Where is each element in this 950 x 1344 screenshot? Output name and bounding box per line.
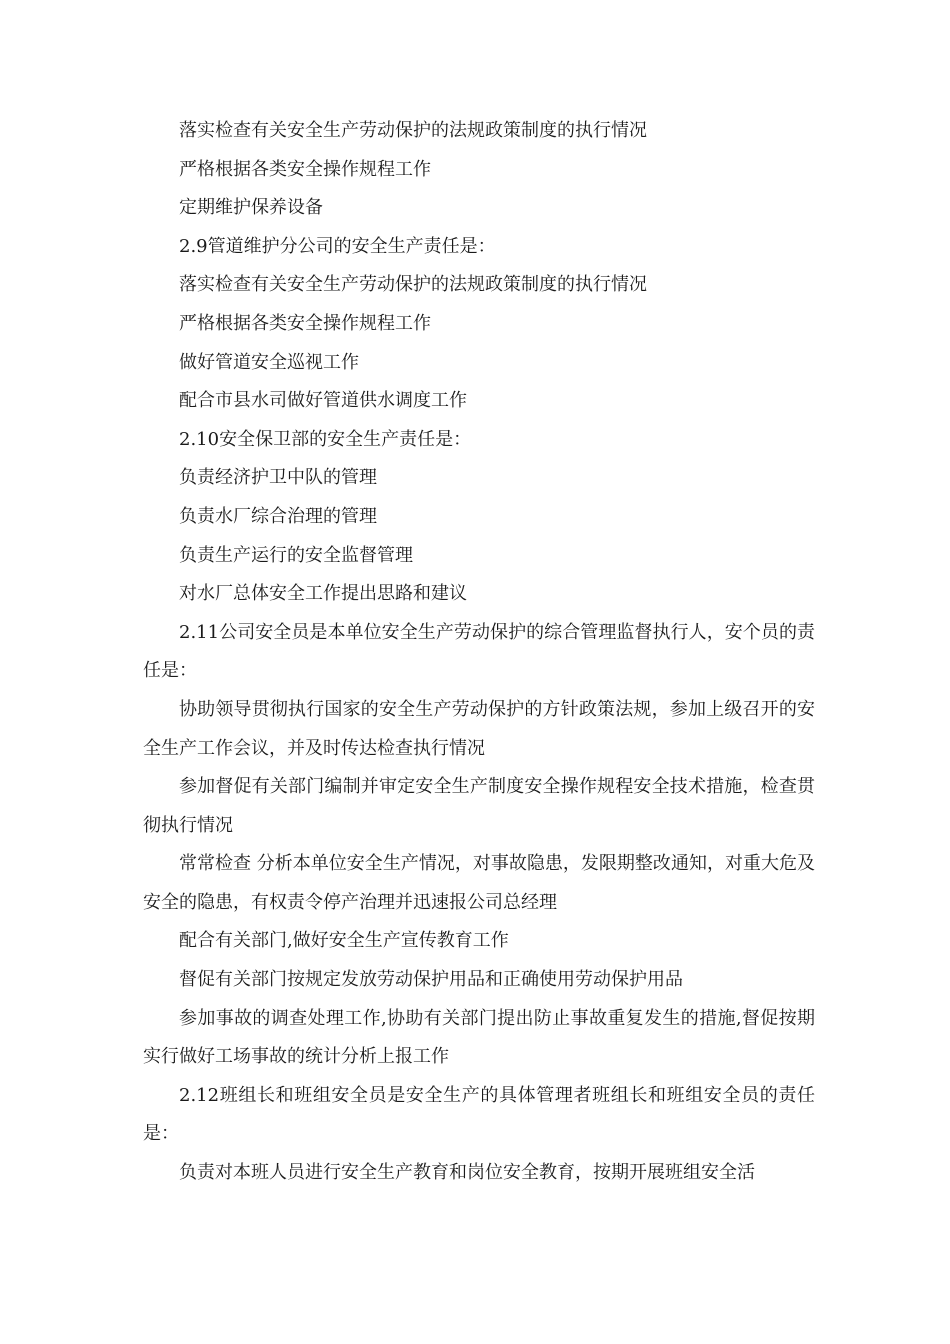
section-heading: 2.9管道维护分公司的安全生产责任是： (179, 235, 496, 257)
paragraph: 负责水厂综合治理的管理 (179, 505, 377, 527)
paragraph: 严格根据各类安全操作规程工作 (179, 312, 431, 334)
paragraph: 对水厂总体安全工作提出思路和建议 (179, 583, 467, 605)
paragraph: 负责对本班人员进行安全生产教育和岗位安全教育，按期开展班组安全活 (179, 1162, 755, 1184)
paragraph: 协助领导贯彻执行国家的安全生产劳动保护的方针政策法规，参加上级召开的安全生产工作会议，并及时传达检查执行情况 (143, 698, 815, 759)
section-heading: 2.12班组长和班组安全员是安全生产的具体管理者班组长和班组安全员的责任是： (143, 1084, 815, 1145)
section-heading: 2.11公司安全员是本单位安全生产劳动保护的综合管理监督执行人，安个员的责任是： (143, 621, 815, 682)
paragraph: 严格根据各类安全操作规程工作 (179, 158, 431, 180)
paragraph: 常常检查 分析本单位安全生产情况，对事故隐患，发限期整改通知，对重大危及安全的隐患，有权责令停产治理并迅速报公司总经理 (143, 853, 815, 913)
paragraph: 落实检查有关安全生产劳动保护的法规政策制度的执行情况 (179, 274, 647, 296)
paragraph: 做好管道安全巡视工作 (179, 351, 359, 373)
paragraph: 配合市县水司做好管道供水调度工作 (179, 390, 467, 412)
section-heading: 2.10安全保卫部的安全生产责任是： (179, 428, 472, 450)
paragraph: 参加事故的调查处理工作,协助有关部门提出防止事故重复发生的措施,督促按期实行做好工场事故的统计分析上报工作 (143, 1007, 815, 1068)
paragraph: 督促有关部门按规定发放劳动保护用品和正确使用劳动保护用品 (179, 969, 683, 991)
paragraph: 落实检查有关安全生产劳动保护的法规政策制度的执行情况 (179, 120, 647, 141)
paragraph: 配合有关部门,做好安全生产宣传教育工作 (179, 930, 509, 952)
document-body (143, 112, 815, 1193)
paragraph: 负责经济护卫中队的管理 (179, 467, 377, 489)
paragraph: 负责生产运行的安全监督管理 (179, 544, 413, 566)
paragraph: 参加督促有关部门编制并审定安全生产制度安全操作规程安全技术措施，检查贯彻执行情况 (143, 776, 815, 836)
paragraph: 定期维护保养设备 (179, 197, 323, 219)
